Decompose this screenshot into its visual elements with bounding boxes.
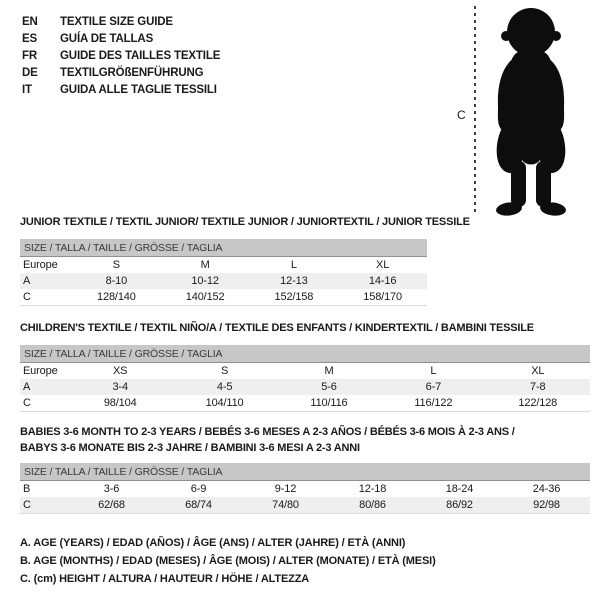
language-title: TEXTILGRÖßENFÜHRUNG: [60, 67, 204, 79]
row-label: C: [20, 395, 68, 412]
language-code: EN: [22, 16, 38, 28]
row-label: C: [20, 497, 68, 514]
language-row: [22, 82, 220, 99]
language-row: [22, 65, 220, 82]
row-label: A: [20, 379, 68, 395]
value-cell: 122/128: [486, 395, 590, 412]
children-size-table: [20, 345, 590, 412]
value-cell: 9-12: [274, 483, 297, 495]
table-row-europe: [20, 363, 590, 380]
note-height: C. (cm) HEIGHT / ALTURA / HAUTEUR / HÖHE / ALTEZZA: [20, 573, 310, 585]
junior-size-table: [20, 239, 427, 306]
value-cell: 104/110: [172, 395, 276, 412]
value-cell: 5-6: [277, 379, 381, 395]
baby-leg-right: [536, 161, 551, 207]
size-header-row: [20, 463, 590, 481]
language-title: TEXTILE SIZE GUIDE: [60, 16, 173, 28]
value-cell: 110/116: [277, 395, 381, 412]
section-title-children: CHILDREN'S TEXTILE / TEXTIL NIÑO/A / TEXTILE DES ENFANTS / KINDERTEXTIL / BAMBINI TESSILE: [20, 322, 534, 334]
value-cell: 74/80: [242, 497, 329, 514]
value-cell: 62/68: [68, 497, 155, 514]
size-header-cell: SIZE / TALLA / TAILLE / GRÖSSE / TAGLIA: [20, 345, 590, 363]
value-cell: 98/104: [68, 395, 172, 412]
table-row-age-months: [20, 481, 590, 498]
language-list: [22, 14, 220, 99]
size-cell: M: [324, 365, 334, 377]
table-row-age: [20, 273, 427, 289]
row-label: A: [20, 273, 72, 289]
value-cell: 7-8: [486, 379, 590, 395]
baby-head: [507, 8, 555, 56]
value-cell: 10-12: [161, 273, 250, 289]
note-age-years: A. AGE (YEARS) / EDAD (AÑOS) / ÂGE (ANS) / ALTER (JAHRE) / ETÀ (ANNI): [20, 537, 406, 549]
size-cell: L: [430, 365, 437, 377]
value-cell: 158/170: [338, 289, 427, 306]
value-cell: 6-7: [381, 379, 485, 395]
language-row: [22, 48, 220, 65]
language-title: GUÍA DE TALLAS: [60, 33, 154, 45]
size-cell: XL: [531, 365, 545, 377]
value-cell: 12-13: [250, 273, 339, 289]
baby-leg-left: [511, 161, 526, 207]
size-cell: L: [290, 259, 297, 271]
language-row: [22, 31, 220, 48]
value-cell: 140/152: [161, 289, 250, 306]
size-cell: S: [112, 259, 120, 271]
table-row-height: [20, 289, 427, 306]
value-cell: 128/140: [72, 289, 161, 306]
size-cell: XL: [376, 259, 390, 271]
value-cell: 12-18: [358, 483, 387, 495]
value-cell: 4-5: [172, 379, 276, 395]
section-title-junior: JUNIOR TEXTILE / TEXTIL JUNIOR/ TEXTILE JUNIOR / JUNIORTEXTIL / JUNIOR TESSILE: [20, 216, 470, 228]
row-label: C: [20, 289, 72, 306]
note-age-months: B. AGE (MONTHS) / EDAD (MESES) / ÂGE (MOIS) / ALTER (MONATE) / ETÀ (MESI): [20, 555, 436, 567]
language-code: IT: [22, 84, 32, 96]
value-cell: 68/74: [155, 497, 242, 514]
baby-ear-right: [551, 31, 561, 41]
section-title-babies-line1: BABIES 3-6 MONTH TO 2-3 YEARS / BEBÉS 3-6 MESES A 2-3 AÑOS / BÉBÉS 3-6 MOIS À 2-3 ANS /: [20, 426, 515, 438]
toddler-silhouette: [484, 6, 578, 218]
language-title: GUIDA ALLE TAGLIE TESSILI: [60, 84, 217, 96]
value-cell: 6-9: [190, 483, 207, 495]
size-cell: S: [220, 365, 229, 377]
babies-size-table: [20, 463, 590, 514]
value-cell: 14-16: [338, 273, 427, 289]
table-row-europe: [20, 257, 427, 274]
language-code: ES: [22, 33, 38, 45]
row-label: Europe: [23, 365, 58, 377]
value-cell: 80/86: [329, 497, 416, 514]
size-cell: M: [200, 259, 210, 271]
size-header-cell: SIZE / TALLA / TAILLE / GRÖSSE / TAGLIA: [20, 239, 427, 257]
language-row: [22, 14, 220, 31]
value-cell: 3-4: [68, 379, 172, 395]
section-title-babies: [20, 424, 515, 456]
row-label: B: [23, 483, 31, 495]
baby-shorts: [497, 118, 566, 173]
value-cell: 92/98: [503, 497, 590, 514]
legend-notes: [20, 534, 436, 588]
value-cell: 24-36: [532, 483, 561, 495]
language-title: GUIDE DES TAILLES TEXTILE: [60, 50, 221, 62]
size-header-row: [20, 345, 590, 363]
value-cell: 152/158: [250, 289, 339, 306]
size-cell: XS: [113, 365, 128, 377]
section-title-babies-line2: BABYS 3-6 MONATE BIS 2-3 JAHRE / BAMBINI 3-6 MESI A 2-3 ANNI: [20, 442, 360, 454]
size-header-cell: SIZE / TALLA / TAILLE / GRÖSSE / TAGLIA: [20, 463, 590, 481]
height-measure-dashed-line: [474, 6, 476, 214]
value-cell: 18-24: [445, 483, 474, 495]
size-header-row: [20, 239, 427, 257]
table-row-height: [20, 497, 590, 514]
table-row-height: [20, 395, 590, 412]
language-code: FR: [22, 50, 38, 62]
language-code: DE: [22, 67, 38, 79]
value-cell: 86/92: [416, 497, 503, 514]
value-cell: 3-6: [103, 483, 120, 495]
row-label: Europe: [23, 259, 58, 271]
height-measure-label: C: [457, 108, 466, 122]
value-cell: 116/122: [381, 395, 485, 412]
value-cell: 8-10: [72, 273, 161, 289]
baby-ear-left: [501, 31, 511, 41]
table-row-age: [20, 379, 590, 395]
